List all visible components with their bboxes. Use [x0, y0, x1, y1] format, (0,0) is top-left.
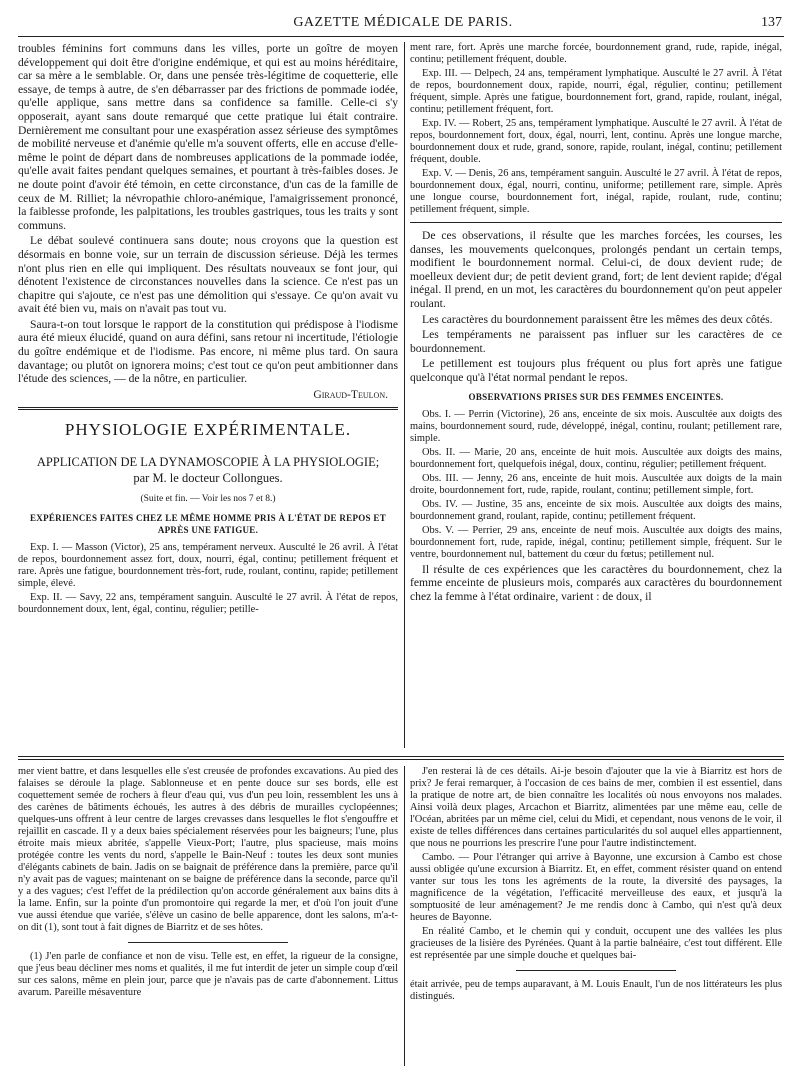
experiment-2: Exp. II. — Savy, 22 ans, tempérament sanguin. Ausculté le 27 avril. À l'état de repos, bourdonnement doux, lent, égal, continu, régulier; petille-: [18, 592, 398, 616]
right-column: [410, 42, 782, 605]
left-paragraph-2: Le débat soulevé continuera sans doute; nous croyons que la question est désormais en bonne voie, sur un terrain de discussion sérieuse. Déjà les termes n'ont plus rien en elle qui impliquent. Des résultats nouveaux se font jour, qui dénotent l'existence de circonstances nouvelles dans la science. Ce n'est pas un chapitre qui s'ajoute, ce n'est pas une démolition qui s'essaye. Ce qu'on avait vu avait été bien vu, mais on n'avait pas tout vu.: [18, 234, 398, 316]
article-subtitle-line1: APPLICATION DE LA DYNAMOSCOPIE À LA PHYSIOLOGIE;: [36, 455, 380, 470]
experiment-5: Exp. V. — Denis, 26 ans, tempérament sanguin. Ausculté le 27 avril. À l'état de repos, bourdonnement doux, égal, nourri, continu, uniforme; petillement rare, simple. Après une longue course, bourdonnement fort, inégal, rapide, roulant, rude, continu; petillement fréquent, simple.: [410, 168, 782, 215]
experiments-heading: EXPÉRIENCES FAITES CHEZ LE MÊME HOMME PRIS À L'ÉTAT DE REPOS ET APRÈS UNE FATIGUE.: [29, 513, 387, 536]
continuation-note: (Suite et fin. — Voir les nos 7 et 8.): [140, 494, 276, 505]
feuilleton-rule: [18, 756, 784, 757]
left-column: [18, 42, 398, 618]
column-rule-lower: [404, 766, 405, 1066]
conclusion-paragraph: Il résulte de ces expériences que les caractères du bourdonnement, chez la femme enceinte de plusieurs mois, comparés aux caractères du bourdonnement chez la femme à l'état ordinaire, varient : de doux, il: [410, 562, 782, 603]
footnote-left: (1) J'en parle de confiance et non de visu. Telle est, en effet, la rigueur de la consigne, que j'eus beau décliner mes noms et qualités, il me fut interdit de jeter un simple coup d'œil sur ces salons, même en plein jour, parce que je n'avais pas de carte d'abonnement. Littus avarum. Pareille mésaventure: [18, 951, 398, 998]
author-signature: Giraud-Teulon.: [313, 387, 388, 401]
feuilleton-rule-2: [18, 759, 784, 760]
results-both-sides: Les caractères du bourdonnement paraissent être les mêmes des deux côtés.: [422, 312, 773, 326]
feuilleton-left-paragraph: mer vient battre, et dans lesquelles elle s'est creusée de profondes excavations. Au pied des falaises se déroule la plage. Sablonneuse et en pente douce sur ses bords, elle est coquettement semée de rochers à fleur d'eau qui, vus d'un peu loin, ressemblent les uns à des carènes de bâtiments échoués, les autres à des débris de murailles cyclopéennes; quelques-uns offrent à leur centre de larges crevasses dans lesquelles le flot s'engouffre et rejaillit en cascade. Il y a deux baies spécialement réservées pour les baigneurs; l'une, plus étroite mais mieux abritée, s'appelle Vieux-Port; l'autre, plus spacieuse, mais moins protégée contre les vents du nord, s'appelle le Bain-Neuf : toutes les deux sont munies d'élégants cabinets de bain. Jadis on se baignait de préférence dans la première, parce qu'il n'y avait pas de vagues; maintenant on se baigne de préférence dans la seconde, parce qu'il y a des vagues; c'est l'effet de la prédilection qu'on accorde généralement aux bains dits à la lame. Enfin, sur la pointe d'un promontoire qui regarde la mer, et d'où l'on jouit d'une vue aussi étendue que variée, s'élève un casino de belle apparence, dont les salons, m'a-t-on dit (1), sont tout à fait dignes de Biarritz et de ses hôtes.: [18, 766, 398, 933]
observation-3: Obs. III. — Jenny, 26 ans, enceinte de huit mois. Auscultée aux doigts de la main droite, bourdonnement fort, rude, rapide, roulant, continu; petillement simple, fort.: [410, 472, 782, 496]
page-number: 137: [761, 15, 782, 30]
feuilleton-right-paragraph-1: J'en resterai là de ces détails. Ai-je besoin d'ajouter que la vie à Biarritz est hors de prix? Je ferai remarquer, à l'occasion de ces bains de mer, combien il est essentiel, dans la pratique de notre art, de bien connaître les localités où nous envoyons nos malades. Ainsi voilà deux plages, Arcachon et Biarritz, alimentées par une même eau, celle de l'Océan, abritées par un même ciel, celui du Midi, et cependant, nous venons de le voir, il existe de telles différences dans certaines particularités du sol auquel elles appartiennent, que nous ne pourrions les prescrire l'une pour l'autre indistinctement.: [410, 766, 782, 849]
page-header: [18, 12, 788, 34]
left-paragraph-3: Saura-t-on tout lorsque le rapport de la constitution qui prédispose à l'iodisme aura été mieux élucidé, quand on aura défini, sans retour ni incertitude, l'étiologie du goître endémique et de l'iodisme. Pas encore, ni même plus tard. On saura davantage; ou plutôt on ignorera moins; c'est tout ce qu'on peut ambitionner dans l'étude des sciences, — de la nôtre, en particulier.: [18, 317, 398, 386]
footnote-right: était arrivée, peu de temps auparavant, à M. Louis Enault, l'un de nos littérateurs les plus distingués.: [410, 979, 782, 1002]
observation-1: Obs. I. — Perrin (Victorine), 26 ans, enceinte de six mois. Auscultée aux doigts des mains, bourdonnement sourd, rude, développé, inégal, continu, roulant; petillement rare, simple.: [410, 408, 782, 444]
cambo-valley-paragraph: En réalité Cambo, et le chemin qui y conduit, occupent une des vallées les plus gracieuses de la lisière des Pyrénées. Quant à la partie balnéaire, c'est tout différent. Elle est représentée par une simple douche et quelques bai-: [410, 926, 782, 961]
observations-heading: OBSERVATIONS PRISES SUR DES FEMMES ENCEINTES.: [468, 391, 724, 402]
section-divider: [18, 407, 398, 410]
observation-4: Obs. IV. — Justine, 35 ans, enceinte de six mois. Auscultée aux doigts des mains, bourdonnement grand, roulant, rapide, continu; petillement fréquent.: [410, 498, 782, 522]
experiment-1: Exp. I. — Masson (Victor), 25 ans, tempérament nerveux. Ausculté le 26 avril. À l'état de repos, bourdonnement assez fort, doux, nourri, égal, continu; petillement fréquent et rare. Après une fatigue, bourdonnement très-fort, rude, roulant, continu, rapide; petillement simple, élevé.: [18, 542, 398, 590]
footnote-rule-left: [128, 942, 288, 943]
article-author: par M. le docteur Collongues.: [133, 471, 283, 486]
journal-title: GAZETTE MÉDICALE DE PARIS.: [293, 15, 513, 30]
right-paragraph-1: ment rare, fort. Après une marche forcée, bourdonnement grand, rude, rapide, inégal, continu; petillement fréquent, double.: [410, 42, 782, 65]
article-subtitle: [18, 454, 398, 486]
short-divider: [410, 222, 782, 223]
observation-2: Obs. II. — Marie, 20 ans, enceinte de huit mois. Auscultée aux doigts des mains, bourdonnement fort, quelquefois inégal, doux, continu, régulier; petillement fréquent.: [410, 446, 782, 470]
left-paragraph-1: troubles féminins fort communs dans les villes, porte un goître de moyen développement qui doit être d'origine endémique, et qui est au moins héréditaire, car sa mère a le semblable. Or, dans une pensée très-légitime de coquetterie, elle essaye, de temps à autre, de s'en débarrasser par des frictions de pommade iodée, qu'elle applique, sans mettre dans sa confidence sa famille. Celle-ci s'y opposerait, ayant sans doute remarqué que cette pratique lui était contraire. Dernièrement me consultant pour une exaspération assez sérieuse des symptômes de mobilité nerveuse et d'anémie qu'elle m'a souvent offerts, elle en accuse d'elle-même le point de départ dans de nombreuses applications de la pommade iodée, qu'elle avait faites pendant quelques semaines, et pourtant à très-faibles doses. Je ne doute point d'avoir été témoin, en cette circonstance, d'un cas de la famille de ceux de M. Rilliet; la névropathie chloro-anémique, l'amaigrissement prononcé, la faiblesse profonde, les palpitations, les troubles gastriques, tous les traits y sont communs.: [18, 42, 398, 232]
observation-5: Obs. V. — Perrier, 29 ans, enceinte de neuf mois. Auscultée aux doigts des mains, bourdonnement fort, rude, rapide, inégal, continu; petillement simple, fréquent. Sur le ventre, bourdonnement nul, battement du cœur du fœtus; petillement nul.: [410, 524, 782, 560]
section-title: PHYSIOLOGIE EXPÉRIMENTALE.: [64, 420, 352, 440]
experiment-3: Exp. III. — Delpech, 24 ans, tempérament lymphatique. Ausculté le 27 avril. À l'état de repos, bourdonnement doux, rapide, nourri, égal, régulier, continu; petillement fréquent, simple. Après une fatigue, bourdonnement fort, grand, rapide, roulant, inégal, continu; petillement fréquent, fort.: [410, 68, 782, 115]
results-petillement: Le petillement est toujours plus fréquent ou plus fort après une fatigue quelconque qu'à l'état normal pendant le repos.: [410, 357, 782, 384]
header-rule: [18, 36, 784, 37]
feuilleton-left: [18, 766, 398, 1001]
results-paragraph: De ces observations, il résulte que les marches forcées, les courses, les danses, les mouvements quelconques, prolongés pendant un certain temps, modifient le bourdonnement normal. Celui-ci, de doux devient rude; de moelleux devient dur; de petit devient grand, fort; de lent devient rapide; d'égal inégal. Il prend, en un mot, les caractères du bourdonnement qu'on peut appeler roulant.: [410, 229, 782, 310]
cambo-paragraph: Cambo. — Pour l'étranger qui arrive à Bayonne, une excursion à Cambo est chose aussi obligée qu'une excursion à Biarritz. Et, en effet, comment résister quand on entend vanter sur tous les tons les agréments de la route, la diversité des paysages, la magnificence de la végétation, l'efficacité merveilleuse des eaux, et jusqu'à la somptuosité de leur aménagement? Je me rendis donc à Cambo, qui n'est qu'à deux heures de Bayonne.: [410, 852, 782, 923]
results-temperament: Les tempéraments ne paraissent pas influer sur les caractères de ce bourdonnement.: [410, 328, 782, 355]
column-rule-upper: [404, 42, 405, 748]
feuilleton-right: [410, 766, 782, 1005]
footnote-rule-right: [516, 970, 676, 971]
experiment-4: Exp. IV. — Robert, 25 ans, tempérament lymphatique. Ausculté le 27 avril. À l'état de repos, bourdonnement fort, doux, égal, nourri, lent, continu. Après une longue marche, bourdonnement doux et rude, grand, sonore, rapide, roulant, inégal, continu; petillement fréquent, double.: [410, 118, 782, 165]
